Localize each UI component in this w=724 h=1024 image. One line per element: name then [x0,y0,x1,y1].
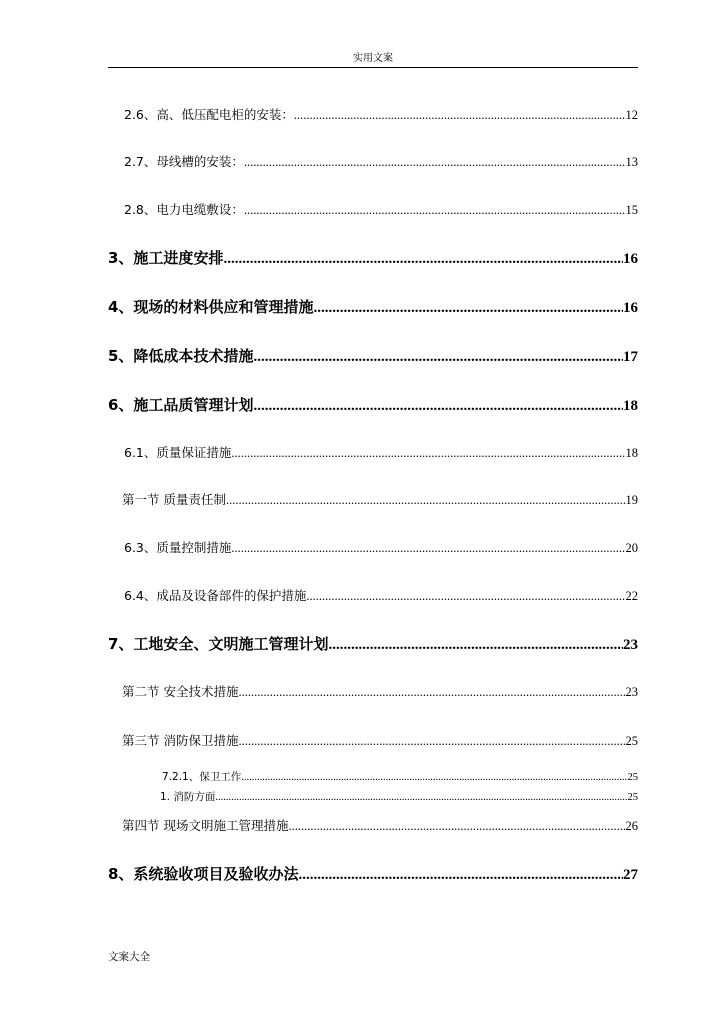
toc-entry-2-6[interactable] [124,106,638,124]
toc-page-number: 12 [625,108,638,122]
toc-leader [231,444,625,462]
toc-leader [253,347,623,367]
toc-entry-label: 8、系统验收项目及验收办法 [108,865,299,883]
toc-entry-6-3[interactable] [124,539,638,557]
toc-entry-label: 2.6、高、低压配电柜的安装： [124,107,294,122]
toc-page-number: 25 [627,792,638,803]
toc-leader [215,791,627,805]
toc-entry-6-1[interactable] [124,444,638,462]
toc-page-number: 16 [623,251,638,267]
toc-entry-2-7[interactable] [124,153,638,171]
toc-leader [294,106,626,124]
toc-entry-8[interactable] [108,864,638,885]
toc-leader [288,817,625,835]
toc-entry-label: 第二节 安全技术措施 [122,684,239,699]
toc-entry-6-4[interactable] [124,587,638,605]
toc-entry-label: 3、施工进度安排 [108,249,224,267]
toc-leader [226,491,626,509]
toc-entry-2-8[interactable] [124,201,638,219]
toc-page-number: 23 [623,637,638,653]
toc-page-number: 20 [625,541,638,555]
toc-entry-label: 第三节 消防保卫措施 [122,733,239,748]
toc-leader [223,249,623,269]
toc-leader [313,298,623,318]
toc-page-number: 18 [625,446,638,460]
page-footer: 文案大全 [108,951,150,963]
toc-leader [244,201,626,219]
toc-entry-7-2-1[interactable] [162,770,638,785]
toc-entry-4[interactable] [108,297,638,318]
toc-page-number: 18 [623,398,638,414]
toc-entry-label: 第四节 现场文明施工管理措施 [122,818,289,833]
toc-leader [231,539,625,557]
toc-leader [298,865,623,885]
toc-entry-label: 5、降低成本技术措施 [108,347,254,365]
toc-leader [244,153,626,171]
toc-entry-label: 1. 消防方面 [160,791,216,803]
toc-entry-5[interactable] [108,346,638,367]
toc-entry-label: 2.8、电力电缆敷设： [124,202,244,217]
toc-leader [241,771,627,785]
toc-page-number: 25 [627,772,638,783]
toc-entry-label: 6.4、成品及设备部件的保护措施 [124,588,307,603]
toc-page-number: 23 [625,685,638,699]
toc-entry-label: 2.7、母线槽的安装： [124,154,244,169]
toc-leader [328,635,623,655]
toc-page-number: 22 [625,589,638,603]
toc-page-number: 15 [625,203,638,217]
toc-page-number: 17 [623,349,638,365]
toc-entry-label: 第一节 质量责任制 [122,492,226,507]
page-header: 实用文案 [353,53,393,64]
toc-page-number: 16 [623,300,638,316]
toc-entry-6[interactable] [108,395,638,416]
toc-entry-3[interactable] [108,248,638,269]
toc-page-number: 13 [625,155,638,169]
toc-page-number: 25 [625,734,638,748]
toc-page-number: 27 [623,867,638,883]
toc-entry-section-4[interactable] [122,817,638,835]
toc-leader [238,683,625,701]
toc-entry-label: 6.3、质量控制措施 [124,540,232,555]
toc-entry-fire-protection[interactable] [160,790,638,805]
toc-entry-section-1[interactable] [122,491,638,509]
toc-entry-7[interactable] [108,634,638,655]
toc-entry-label: 7.2.1、保卫工作 [162,771,242,783]
toc-entry-label: 6.1、质量保证措施 [124,445,232,460]
toc-entry-label: 4、现场的材料供应和管理措施 [108,298,314,316]
toc-page-number: 19 [625,493,638,507]
toc-entry-section-2[interactable] [122,683,638,701]
toc-entry-section-3[interactable] [122,732,638,750]
toc-page-number: 26 [625,819,638,833]
toc-leader [238,732,625,750]
toc-leader [253,396,623,416]
toc-entry-label: 7、工地安全、文明施工管理计划 [108,635,329,653]
toc-entry-label: 6、施工品质管理计划 [108,396,254,414]
toc-leader [306,587,625,605]
